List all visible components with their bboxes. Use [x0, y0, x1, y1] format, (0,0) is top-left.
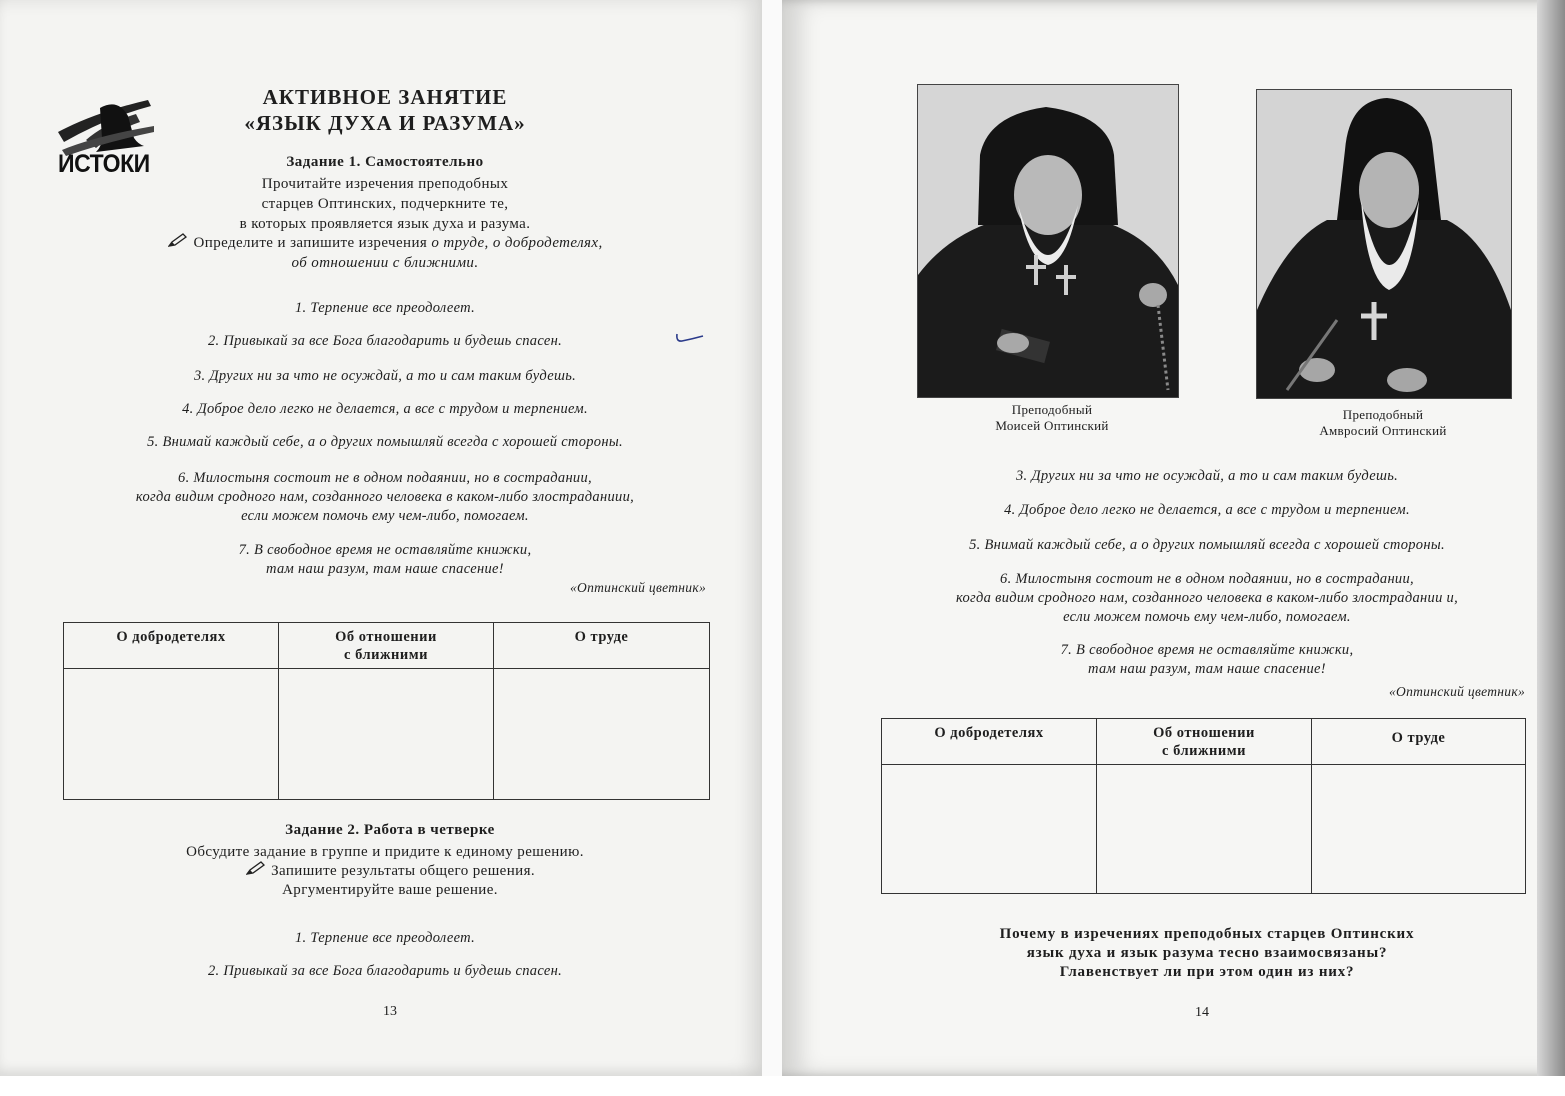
table-header — [1097, 719, 1312, 765]
answer-cell[interactable] — [1097, 765, 1312, 894]
saying: 1. Терпение все преодолеет. — [294, 300, 476, 316]
saying: если можем помочь ему чем-либо, помогаем. — [1063, 609, 1351, 625]
caption-line: Моисей Оптинский — [995, 418, 1109, 433]
task2-line: Обсудите задание в группе и придите к единому решению. — [186, 844, 584, 860]
saying: 2. Привыкай за все Бога благодарить и будешь спасен. — [207, 333, 563, 349]
saying: когда видим сродного нам, созданного человека в каком-либо злостраданиии, — [135, 489, 635, 505]
portrait-caption-moses — [942, 402, 1162, 434]
task1-heading: Задание 1. Самостоятельно — [286, 154, 484, 170]
answer-cell[interactable] — [279, 669, 494, 800]
source-attribution: «Оптинский цветник» — [1388, 684, 1525, 699]
task1-line: в которых проявляется язык духа и разума. — [239, 216, 531, 232]
task2-instruction: Запишите результаты общего решения. — [271, 863, 536, 879]
book-gutter — [762, 0, 782, 1076]
saying: 4. Доброе дело легко не делается, а все с трудом и терпением. — [1004, 502, 1410, 518]
task1-instruction: Определите и запишите изречения — [193, 235, 428, 251]
saying: 3. Других ни за что не осуждай, а то и сам таким будешь. — [193, 368, 577, 384]
saying: 3. Других ни за что не осуждай, а то и сам таким будешь. — [1015, 468, 1399, 484]
saying: 5. Внимай каждый себе, а о других помышляй всегда с хорошей стороны. — [147, 434, 623, 450]
brand-label: ИСТОКИ — [58, 150, 150, 178]
table-header-line: с ближними — [344, 647, 428, 663]
caption-line: Преподобный — [1342, 407, 1424, 422]
question-line: Почему в изречениях преподобных старцев Оптинских — [999, 926, 1415, 942]
saying: там наш разум, там наше спасение! — [266, 561, 504, 577]
table-header-line: Об отношении — [1153, 725, 1255, 741]
table-header: О добродетелях — [882, 719, 1097, 765]
right-page — [782, 0, 1565, 1076]
answer-cell[interactable] — [882, 765, 1097, 894]
pencil-icon — [245, 861, 267, 881]
saying: когда видим сродного нам, созданного человека в каком-либо злострадании и, — [955, 590, 1459, 606]
portrait-caption-ambrose — [1268, 407, 1498, 439]
task1-line: об отношении с ближними. — [291, 255, 479, 271]
task1-line: Прочитайте изречения преподобных — [261, 176, 509, 192]
answer-table — [881, 718, 1526, 894]
page-number: 14 — [1195, 1005, 1209, 1020]
answer-cell[interactable] — [64, 669, 279, 800]
task2-line: Аргументируйте ваше решение. — [282, 882, 498, 898]
caption-line: Амвросий Оптинский — [1319, 423, 1447, 438]
portrait-ambrose — [1256, 89, 1512, 399]
task1-line: старцев Оптинских, подчеркните те, — [261, 196, 509, 212]
left-page — [0, 0, 764, 1076]
question-line: язык духа и язык разума тесно взаимосвязаны? — [1026, 945, 1388, 961]
table-header: О добродетелях — [64, 623, 279, 669]
page-title-line2: «ЯЗЫК ДУХА И РАЗУМА» — [244, 111, 526, 135]
pen-check-mark — [674, 330, 706, 346]
saying: 6. Милостыня состоит не в одном подаянии, но в сострадании, — [178, 470, 592, 486]
task2-heading: Задание 2. Работа в четверке — [285, 822, 495, 838]
table-header: О труде — [1312, 719, 1526, 765]
task2-line — [90, 861, 690, 881]
saying: 6. Милостыня состоит не в одном подаянии, но в сострадании, — [1000, 571, 1414, 587]
saying: 4. Доброе дело легко не делается, а все с трудом и терпением. — [182, 401, 588, 417]
saying: там наш разум, там наше спасение! — [1088, 661, 1326, 677]
table-header-line: Об отношении — [335, 629, 437, 645]
saying: 7. В свободное время не оставляйте книжки, — [238, 542, 532, 558]
pencil-icon — [167, 233, 189, 253]
saying: 7. В свободное время не оставляйте книжки, — [1060, 642, 1354, 658]
task1-instruction-italic: о труде, о добродетелях, — [431, 235, 603, 251]
answer-cell[interactable] — [1312, 765, 1526, 894]
task1-line — [100, 233, 670, 253]
saying: 5. Внимай каждый себе, а о других помышляй всегда с хорошей стороны. — [969, 537, 1445, 553]
page-number: 13 — [383, 1004, 397, 1019]
answer-cell[interactable] — [494, 669, 710, 800]
table-header-line: с ближними — [1162, 743, 1246, 759]
question-line: Главенствует ли при этом один из них? — [1059, 964, 1355, 980]
table-header: О труде — [494, 623, 710, 669]
book-edge-shadow — [1537, 0, 1565, 1076]
answer-table — [63, 622, 710, 800]
table-header — [279, 623, 494, 669]
saying: 2. Привыкай за все Бога благодарить и будешь спасен. — [207, 963, 563, 979]
caption-line: Преподобный — [1011, 402, 1093, 417]
source-attribution: «Оптинский цветник» — [569, 580, 706, 595]
portrait-moses — [917, 84, 1179, 398]
saying: если можем помочь ему чем-либо, помогаем. — [241, 508, 529, 524]
saying: 1. Терпение все преодолеет. — [294, 930, 476, 946]
page-title-line1: АКТИВНОЕ ЗАНЯТИЕ — [262, 85, 508, 109]
